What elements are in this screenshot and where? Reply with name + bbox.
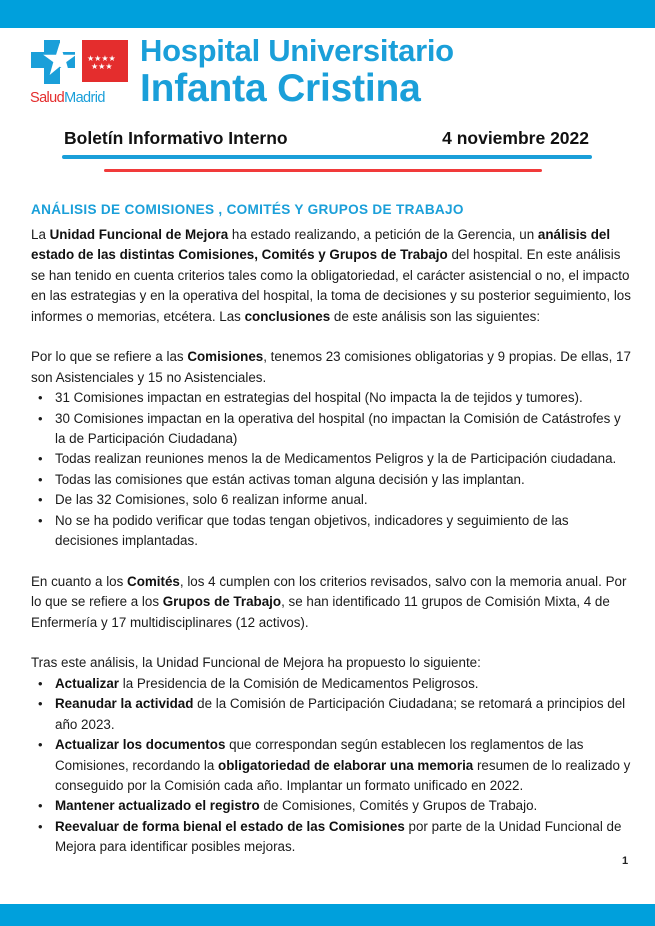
spacer [31,551,631,571]
comisiones-paragraph: Por lo que se refiere a las Comisiones, tenemos 23 comisiones obligatorias y 9 propias. De ellas, 17 son Asistenciales y 15 no Asistenciales. [31,349,631,385]
bulletin-date: 4 noviembre 2022 [442,128,589,148]
spacer [31,633,631,653]
list-item: • Todas realizan reuniones menos la de Medicamentos Peligros y la de Participación ciudadana. [55,449,631,469]
list-item: • Actualizar la Presidencia de la Comisión de Medicamentos Peligrosos. [55,674,631,694]
comisiones-list [31,388,631,551]
hospital-name-line1: Hospital Universitario [140,33,454,68]
list-item: • Reanudar la actividad de la Comisión de Participación Ciudadana; se retomará a principios del año 2023. [55,694,631,735]
svg-text:★★★: ★★★ [91,62,113,71]
comites-paragraph: En cuanto a los Comités, los 4 cumplen con los criterios revisados, salvo con la memoria anual. Por lo que se refiere a los Grupos de Trabajo, se han identificado 11 grupos de Comisión Mixta, 4 de Enfermería y 17 multidisciplinares (12 activos). [31,573,627,630]
logo-wordmark: SaludMadrid [30,90,105,106]
list-item: • De las 32 Comisiones, solo 6 realizan informe anual. [55,490,631,510]
hospital-name [140,33,454,109]
top-color-bar [0,0,655,28]
section-heading: ANÁLISIS DE COMISIONES , COMITÉS Y GRUPOS DE TRABAJO [31,202,464,217]
header-divider-blue [62,155,592,159]
bulletin-title: Boletín Informativo Interno [64,128,288,148]
list-item: • No se ha podido verificar que todas tengan objetivos, indicadores y seguimiento de las decisiones implantadas. [55,511,631,552]
intro-paragraph: La Unidad Funcional de Mejora ha estado realizando, a petición de la Gerencia, un análisis del estado de las distintas Comisiones, Comités y Grupos de Trabajo del hospital. En este análisis se han tenido en cuenta criterios tales como la obligatoriedad, el carácter asistencial o no, el impacto en las estrategias y en la operativa del hospital, la toma de decisiones y su posterior seguimiento, los informes o memorias, etcétera. Las conclusiones de este análisis son las siguientes: [31,227,631,324]
propuestas-intro: Tras este análisis, la Unidad Funcional de Mejora ha propuesto lo siguiente: [31,655,481,671]
hospital-name-line2: Infanta Cristina [140,67,421,110]
list-item: • 30 Comisiones impactan en la operativa del hospital (no impactan la Comisión de Catástrofes y la de Participación Ciudadana) [55,409,631,450]
spacer [31,327,631,347]
cross-star-flag-icon [30,38,130,88]
list-item: • 31 Comisiones impactan en estrategias del hospital (No impacta la de tejidos y tumores). [55,388,631,408]
header-divider-red [104,169,542,172]
page-number: 1 [622,855,629,867]
list-item: • Actualizar los documentos que correspondan según establecen los reglamentos de las Comisiones, recordando la obligatoriedad de elaborar una memoria resumen de lo realizado y conseguido por la Comisión cada año. Implantar un formato unificado en 2022. [55,735,631,796]
svg-text:★★★★: ★★★★ [87,54,116,63]
propuestas-list [31,674,631,858]
list-item: • Reevaluar de forma bienal el estado de las Comisiones por parte de la Unidad Funcional de Mejora para identificar posibles mejoras. [55,817,631,858]
list-item: • Mantener actualizado el registro de Comisiones, Comités y Grupos de Trabajo. [55,796,631,816]
list-item: • Todas las comisiones que están activas toman alguna decisión y las implantan. [55,470,631,490]
salud-madrid-logo [30,38,130,108]
article-body [31,200,631,858]
bottom-color-bar [0,904,655,926]
